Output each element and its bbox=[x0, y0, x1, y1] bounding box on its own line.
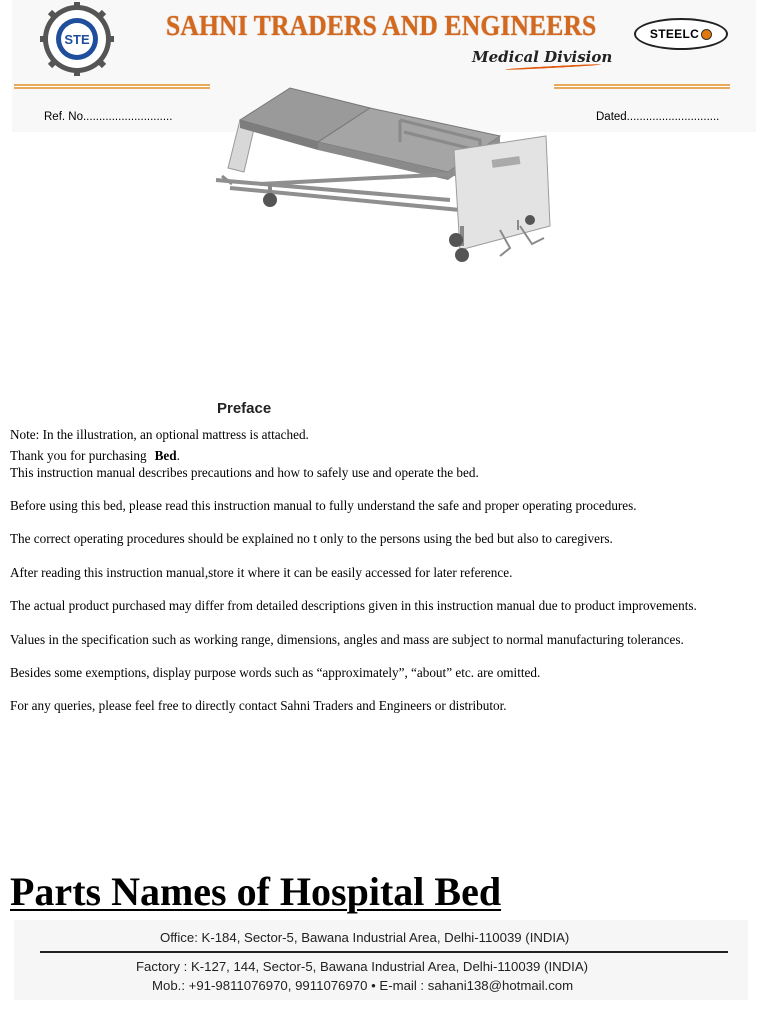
header-rule-left bbox=[14, 84, 210, 89]
office-address: Office: K-184, Sector-5, Bawana Industrial Area, Delhi-110039 (INDIA) bbox=[160, 930, 570, 945]
preface-paragraph: Besides some exemptions, display purpose words such as “approximately”, “about” etc. are omitted. bbox=[10, 664, 541, 680]
preface-paragraph: The actual product purchased may differ from detailed descriptions given in this instruction manual due to product improvements. bbox=[10, 598, 697, 614]
preface-paragraph: For any queries, please feel free to directly contact Sahni Traders and Engineers or distributor. bbox=[10, 698, 507, 714]
header-rule-right bbox=[554, 84, 730, 89]
thank-you-text: Thank you for purchasing bbox=[10, 447, 147, 463]
preface-paragraph: The correct operating procedures should be explained no t only to the persons using the bed but also to caregivers. bbox=[10, 531, 613, 547]
preface-paragraph: Values in the specification such as working range, dimensions, angles and mass are subject to normal manufacturing tolerances. bbox=[10, 631, 684, 647]
dated-field: Dated............................. bbox=[596, 111, 720, 123]
thank-you-period: . bbox=[176, 447, 180, 463]
factory-address: Factory : K-127, 144, Sector-5, Bawana Industrial Area, Delhi-110039 (INDIA) bbox=[136, 959, 589, 974]
footer-rule bbox=[40, 951, 728, 953]
preface-heading: Preface bbox=[217, 400, 272, 417]
product-name: Bed bbox=[154, 447, 177, 463]
preface-paragraph: After reading this instruction manual,store it where it can be easily accessed for later reference. bbox=[10, 564, 513, 580]
preface-paragraph: This instruction manual describes precautions and how to safely use and operate the bed. bbox=[10, 464, 479, 480]
logo-initials: STE bbox=[64, 32, 90, 47]
partner-logo-dot-icon bbox=[701, 29, 712, 40]
thank-you-line bbox=[10, 448, 758, 465]
ref-number-field: Ref. No............................ bbox=[44, 111, 173, 123]
contact-info: Mob.: +91-9811076970, 9911076970 • E-mail : sahani138@hotmail.com bbox=[152, 978, 574, 993]
partner-logo-text: STEELC bbox=[649, 27, 700, 41]
partner-logo bbox=[634, 18, 728, 50]
illustration-note: Note: In the illustration, an optional mattress is attached. bbox=[10, 427, 309, 442]
company-name: SAHNI TRADERS AND ENGINEERS bbox=[166, 10, 597, 42]
division-name: Medical Division bbox=[472, 48, 613, 66]
parts-names-heading: Parts Names of Hospital Bed bbox=[10, 869, 502, 914]
company-logo bbox=[38, 2, 116, 76]
preface-paragraph: Before using this bed, please read this instruction manual to fully understand the safe and proper operating procedures. bbox=[10, 497, 637, 513]
preface-body bbox=[10, 427, 758, 715]
hospital-bed-image bbox=[200, 80, 560, 270]
